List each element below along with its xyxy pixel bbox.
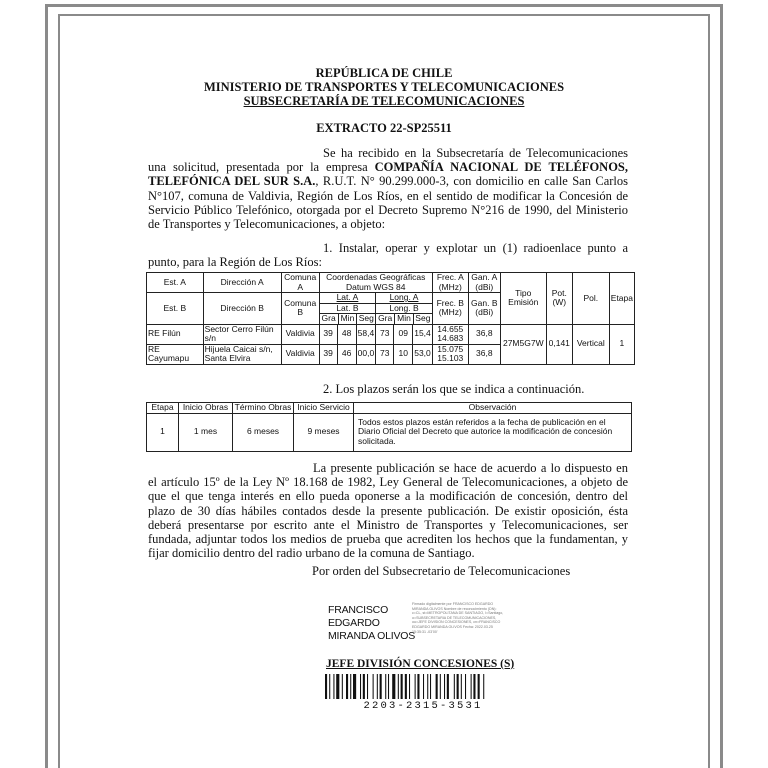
table-row: RE Cayumapu Hijuela Caicai s/n, Santa Elvira Valdivia 39 46 00,0 73 10 53,0 15.075 15.103 36,8 xyxy=(147,344,635,364)
signature-name-line2: EDGARDO xyxy=(328,617,380,629)
digital-signature-stamp: Firmado digitalmente por FRANCISCO EDGARDO MIRANDA OLIVOS Nombre de reconocimiento (DN): c=CL, st=METROPOLITANA DE SANTIAGO, l=Santiago, o=SUBSECRETARIA DE TELECOMUNICACIONES, ou=JEFE DIVISION CONCESIONES, cn=FRANCISCO EDGARDO MIRANDA OLIVOS Fecha: 2022.03.25 15:35:31 -03'00' xyxy=(412,602,504,634)
barcode-number: 2203-2315-3531 xyxy=(363,700,483,712)
header-ministry: MINISTERIO DE TRANSPORTES Y TELECOMUNICACIONES xyxy=(203,80,565,94)
table-row: Lat. B Gra Min Seg Long. B Gra Min Seg xyxy=(147,303,635,324)
company-name: COMPAÑÍA NACIONAL DE TELÉFONOS, TELEFÓNICA DEL SUR S.A. xyxy=(148,160,628,189)
header-subsecretaria: SUBSECRETARÍA DE TELECOMUNICACIONES xyxy=(243,94,525,108)
paragraph-legal: La presente publicación se hace de acuerdo a lo dispuesto en el artículo 15º de la Ley Nº 18.168 de 1982, Ley General de Telecomunicaciones, a objeto de que el que tenga interés en ello pueda oponerse a la modificación de concesión, dentro del plazo de 30 días hábiles contados desde la presente publicación. De existir oposición, ésta deberá presentarse por escrito ante el Ministro de Transportes y Telecomunicaciones, ser fundada, adjuntar todos los medios de prueba que acrediten los hechos que la fundamentan, y fijar domicilio dentro del radio urbano de la comuna de Santiago. xyxy=(148,461,628,561)
barcode-image xyxy=(325,674,521,699)
paragraph-item-1: 1. Instalar, operar y explotar un (1) radioenlace punto a punto, para la Región de Los Ríos: xyxy=(148,241,628,270)
paragraph-intro: Se ha recibido en la Subsecretaría de Telecomunicaciones una solicitud, presentada por la empresa COMPAÑÍA NACIONAL DE TELÉFONOS, TELEFÓNICA DEL SUR S.A., R.U.T. N° 90.299.000-3, con domicilio en calle San Carlos N°107, comuna de Valdivia, Región de Los Ríos, en el sentido de modificar la Concesión de Servicio Público Telefónico, otorgada por el Decreto Supremo N°216 de 1990, del Ministerio de Transportes y Telecomunicaciones, a objeto: xyxy=(148,146,629,232)
signature-name-line1: FRANCISCO xyxy=(328,604,389,616)
table-row: Etapa Inicio Obras Término Obras Inicio Servicio Observación xyxy=(147,403,632,414)
radiolink-table xyxy=(146,272,635,365)
table-row: Est. A Dirección A Comuna A Coordenadas Geográficas Datum WGS 84 Frec. A (MHz) Gan. A (dBi) Tipo Emisión Pot. (W) Pol. Etapa xyxy=(147,273,635,293)
signer-title: JEFE DIVISIÓN CONCESIONES (S) xyxy=(326,658,515,670)
signature-name-line3: MIRANDA OLIVOS xyxy=(328,630,416,642)
table-row: RE Filún Sector Cerro Filún s/n Valdivia 39 48 58,4 73 09 15,4 14.655 14.683 36,8 27M5G7W 0,141 Vertical 1 xyxy=(147,324,635,344)
header-country: REPÚBLICA DE CHILE xyxy=(315,66,453,80)
extracto-title: EXTRACTO 22-SP25511 xyxy=(316,121,452,135)
paragraph-por-orden: Por orden del Subsecretario de Telecomunicaciones xyxy=(312,564,571,578)
plazos-table xyxy=(146,402,632,452)
table-row: 1 1 mes 6 meses 9 meses Todos estos plazos están referidos a la fecha de publicación en el Diario Oficial del Decreto que autorice la modificación de concesión solicitada. xyxy=(147,413,632,451)
table-row: Est. B Dirección B Comuna B Lat. A Long. A Frec. B (MHz) Gan. B (dBi) xyxy=(147,293,635,304)
paragraph-item-2: 2. Los plazos serán los que se indica a continuación. xyxy=(323,382,585,396)
